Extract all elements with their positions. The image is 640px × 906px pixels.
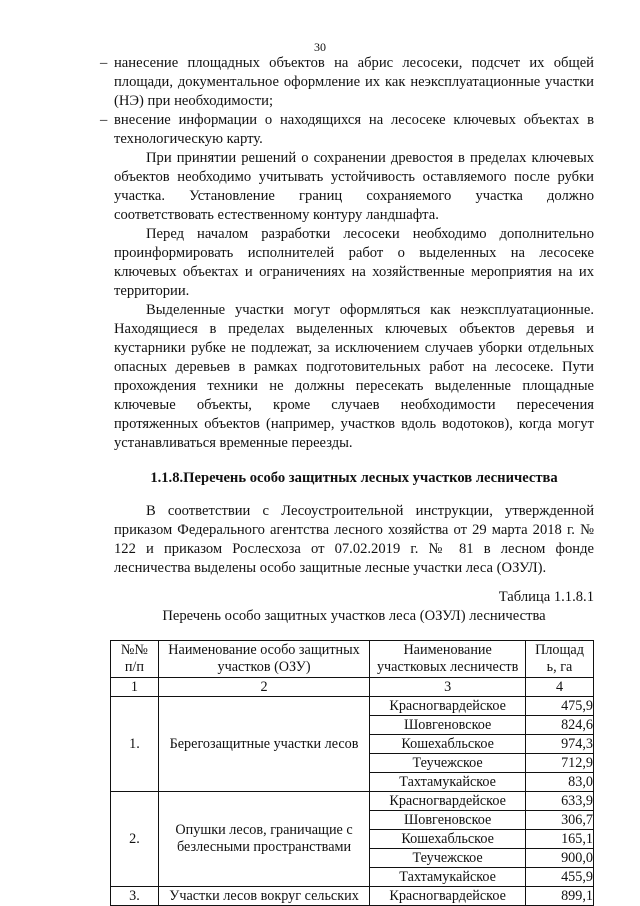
area-cell: 899,1 (526, 887, 594, 906)
area-cell: 824,6 (526, 716, 594, 735)
paragraph: Выделенные участки могут оформляться как неэксплуатационные. Находящиеся в пределах выделенных ключевых объектов деревья и кустарники рубке не подлежат, за исключением случаев уборки отдельных опасных деревьев в рамках подготовительных работ на лесосеке. Пути прохождения техники не должны пересекать выделенные площадные ключевые объекты, кроме случаев необходимости пересечения протяженных объектов (например, участков вдоль водотоков), когда могут устанавливаться временные переезды. (114, 302, 594, 451)
column-number: 4 (526, 678, 594, 697)
district-cell: Теучежское (370, 754, 526, 773)
district-cell: Тахтамукайское (370, 773, 526, 792)
column-number: 2 (158, 678, 369, 697)
district-cell: Красногвардейское (370, 792, 526, 811)
district-cell: Кошехабльское (370, 830, 526, 849)
bullet-item (100, 54, 594, 111)
dash-marker: – (100, 112, 108, 128)
section-heading: 1.1.8.Перечень особо защитных лесных участков лесничества (150, 470, 558, 486)
bullet-item (100, 111, 594, 149)
area-cell: 165,1 (526, 830, 594, 849)
paragraph: При принятии решений о сохранении древостоя в пределах ключевых объектов необходимо учитывать устойчивость оставляемого после рубки участка. Установление границ сохраняемого участка должно соответствовать естественному контуру ландшафта. (114, 150, 594, 223)
header-cell: Площад ь, га (526, 641, 594, 678)
district-cell: Кошехабльское (370, 735, 526, 754)
paragraph: Перед началом разработки лесосеки необходимо дополнительно проинформировать исполнителей работ о выделенных на лесосеке ключевых объектах и ограничениях на хозяйственные мероприятия на их территории. (114, 226, 594, 299)
ozul-table (110, 640, 594, 906)
district-cell: Красногвардейское (370, 697, 526, 716)
district-cell: Теучежское (370, 849, 526, 868)
ozu-name: Участки лесов вокруг сельских (158, 887, 369, 906)
district-cell: Шовгеновское (370, 811, 526, 830)
header-cell: Наименование участковых лесничеств (370, 641, 526, 678)
district-cell: Красногвардейское (370, 887, 526, 906)
district-cell: Шовгеновское (370, 716, 526, 735)
table-row (111, 697, 594, 716)
area-cell: 455,9 (526, 868, 594, 887)
district-cell: Тахтамукайское (370, 868, 526, 887)
area-cell: 83,0 (526, 773, 594, 792)
table-title: Перечень особо защитных участков леса (ОЗУЛ) лесничества (162, 608, 546, 624)
area-cell: 633,9 (526, 792, 594, 811)
dash-marker: – (100, 55, 108, 71)
header-cell: Наименование особо защитных участков (ОЗУ) (158, 641, 369, 678)
ozu-name: Опушки лесов, граничащие с безлесными пространствами (158, 792, 369, 887)
ozu-name: Берегозащитные участки лесов (158, 697, 369, 792)
row-number: 3. (111, 887, 159, 906)
table-row (111, 887, 594, 906)
section-paragraph: В соответствии с Лесоустроительной инструкции, утвержденной приказом Федерального агентства лесного хозяйства от 29 марта 2018 г. № 122 и приказом Рослесхоза от 07.02.2019 г. № 81 в лесном фонде лесничества выделены особо защитные лесные участки леса (ОЗУЛ). (114, 503, 594, 576)
table-row (111, 792, 594, 811)
area-cell: 475,9 (526, 697, 594, 716)
area-cell: 900,0 (526, 849, 594, 868)
page-number: 30 (314, 40, 326, 54)
column-number: 3 (370, 678, 526, 697)
table-header-row (111, 641, 594, 678)
row-number: 1. (111, 697, 159, 792)
area-cell: 974,3 (526, 735, 594, 754)
row-number: 2. (111, 792, 159, 887)
column-number: 1 (111, 678, 159, 697)
bullet-text: внесение информации о находящихся на лесосеке ключевых объектах в технологическую карту. (114, 112, 594, 147)
bullet-text: нанесение площадных объектов на абрис лесосеки, подсчет их общей площади, документальное оформление их как неэксплуатационные участки (НЭ) при необходимости; (114, 55, 594, 109)
area-cell: 712,9 (526, 754, 594, 773)
column-number-row (111, 678, 594, 697)
header-cell: №№ п/п (111, 641, 159, 678)
area-cell: 306,7 (526, 811, 594, 830)
table-number: Таблица 1.1.8.1 (498, 589, 594, 605)
document-body (100, 54, 594, 906)
